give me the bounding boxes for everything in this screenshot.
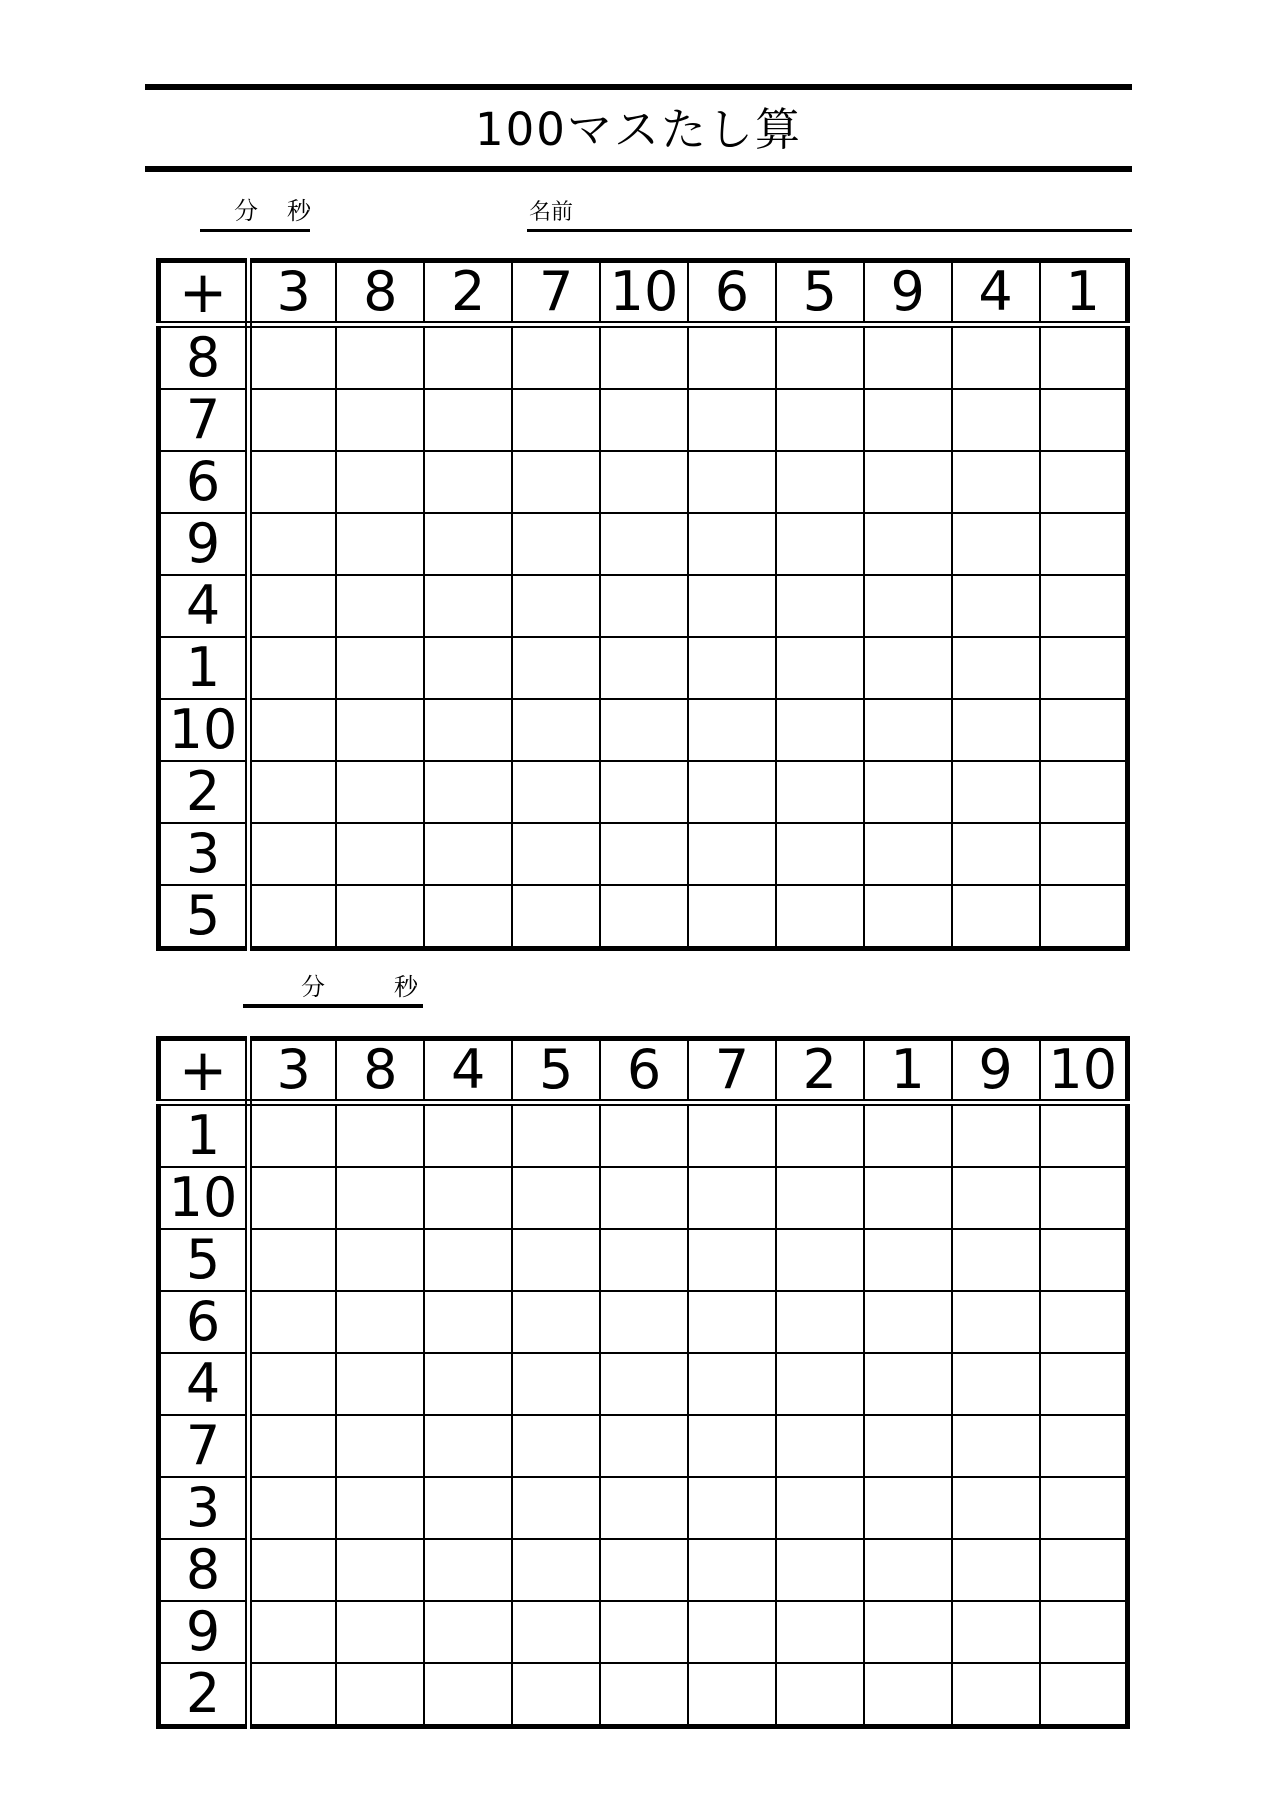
row-header-cell: 8 bbox=[159, 1539, 249, 1601]
answer-cell bbox=[600, 1167, 688, 1229]
answer-cell bbox=[424, 1167, 512, 1229]
answer-cell bbox=[864, 1103, 952, 1168]
answer-cell bbox=[952, 1103, 1040, 1168]
row-header-cell: 4 bbox=[159, 1353, 249, 1415]
answer-cell bbox=[1040, 1539, 1128, 1601]
answer-cell bbox=[952, 513, 1040, 575]
answer-cell bbox=[1040, 761, 1128, 823]
answer-cell bbox=[512, 1353, 600, 1415]
grid-row bbox=[159, 1539, 1128, 1601]
answer-cell bbox=[864, 637, 952, 699]
answer-cell bbox=[424, 1415, 512, 1477]
answer-cell bbox=[688, 1167, 776, 1229]
answer-cell bbox=[952, 1601, 1040, 1663]
answer-cell bbox=[864, 1477, 952, 1539]
answer-cell bbox=[864, 1663, 952, 1727]
row-header-cell: 10 bbox=[159, 699, 249, 761]
answer-cell bbox=[600, 451, 688, 513]
column-header-cell: 10 bbox=[600, 261, 688, 325]
column-header-cell: 5 bbox=[512, 1039, 600, 1103]
grid-row bbox=[159, 823, 1128, 885]
answer-cell bbox=[249, 885, 337, 949]
row-header-cell: 1 bbox=[159, 637, 249, 699]
answer-cell bbox=[864, 575, 952, 637]
grid-row bbox=[159, 1229, 1128, 1291]
answer-cell bbox=[512, 885, 600, 949]
answer-cell bbox=[249, 451, 337, 513]
answer-cell bbox=[600, 885, 688, 949]
answer-cell bbox=[1040, 637, 1128, 699]
seconds-label: 秒 bbox=[394, 973, 418, 1001]
operator-cell: + bbox=[159, 261, 249, 325]
answer-cell bbox=[336, 1229, 424, 1291]
answer-cell bbox=[1040, 325, 1128, 390]
answer-cell bbox=[952, 699, 1040, 761]
seconds-label: 秒 bbox=[287, 197, 311, 225]
column-header-cell: 1 bbox=[1040, 261, 1128, 325]
answer-cell bbox=[424, 699, 512, 761]
answer-cell bbox=[688, 699, 776, 761]
answer-cell bbox=[424, 575, 512, 637]
answer-cell bbox=[1040, 575, 1128, 637]
grid-row bbox=[159, 1353, 1128, 1415]
column-header-cell: 7 bbox=[688, 1039, 776, 1103]
grid-header-row bbox=[159, 261, 1128, 325]
answer-cell bbox=[776, 1477, 864, 1539]
answer-cell bbox=[249, 575, 337, 637]
answer-cell bbox=[600, 1353, 688, 1415]
answer-cell bbox=[776, 1539, 864, 1601]
answer-cell bbox=[424, 1291, 512, 1353]
answer-cell bbox=[600, 1291, 688, 1353]
answer-cell bbox=[952, 823, 1040, 885]
answer-cell bbox=[864, 1539, 952, 1601]
answer-cell bbox=[249, 1353, 337, 1415]
column-header-cell: 8 bbox=[336, 261, 424, 325]
answer-cell bbox=[600, 823, 688, 885]
answer-cell bbox=[864, 1167, 952, 1229]
title-bottom-rule bbox=[145, 166, 1132, 172]
answer-cell bbox=[776, 761, 864, 823]
answer-cell bbox=[864, 389, 952, 451]
column-header-cell: 10 bbox=[1040, 1039, 1128, 1103]
answer-cell bbox=[249, 637, 337, 699]
answer-cell bbox=[249, 1167, 337, 1229]
answer-cell bbox=[688, 823, 776, 885]
addition-grid-1-body bbox=[159, 261, 1128, 949]
answer-cell bbox=[249, 1663, 337, 1727]
grid-row bbox=[159, 451, 1128, 513]
answer-cell bbox=[952, 1167, 1040, 1229]
row-header-cell: 4 bbox=[159, 575, 249, 637]
answer-cell bbox=[1040, 451, 1128, 513]
answer-cell bbox=[336, 885, 424, 949]
answer-cell bbox=[512, 513, 600, 575]
answer-cell bbox=[249, 1477, 337, 1539]
answer-cell bbox=[336, 1415, 424, 1477]
answer-cell bbox=[776, 513, 864, 575]
answer-cell bbox=[776, 389, 864, 451]
answer-cell bbox=[952, 1663, 1040, 1727]
answer-cell bbox=[952, 575, 1040, 637]
answer-cell bbox=[512, 389, 600, 451]
row-header-cell: 3 bbox=[159, 1477, 249, 1539]
answer-cell bbox=[424, 325, 512, 390]
answer-cell bbox=[424, 1539, 512, 1601]
grid-row bbox=[159, 575, 1128, 637]
answer-cell bbox=[864, 823, 952, 885]
answer-cell bbox=[688, 325, 776, 390]
answer-cell bbox=[1040, 1103, 1128, 1168]
answer-cell bbox=[1040, 885, 1128, 949]
answer-cell bbox=[424, 1103, 512, 1168]
answer-cell bbox=[600, 699, 688, 761]
column-header-cell: 4 bbox=[424, 1039, 512, 1103]
answer-cell bbox=[688, 1229, 776, 1291]
answer-cell bbox=[952, 1539, 1040, 1601]
column-header-cell: 6 bbox=[688, 261, 776, 325]
column-header-cell: 9 bbox=[952, 1039, 1040, 1103]
answer-cell bbox=[776, 1663, 864, 1727]
operator-cell: + bbox=[159, 1039, 249, 1103]
answer-cell bbox=[424, 1353, 512, 1415]
answer-cell bbox=[776, 1229, 864, 1291]
answer-cell bbox=[424, 1663, 512, 1727]
answer-cell bbox=[600, 1539, 688, 1601]
answer-cell bbox=[249, 761, 337, 823]
answer-cell bbox=[424, 451, 512, 513]
row-header-cell: 2 bbox=[159, 1663, 249, 1727]
answer-cell bbox=[688, 1415, 776, 1477]
column-header-cell: 1 bbox=[864, 1039, 952, 1103]
answer-cell bbox=[336, 1601, 424, 1663]
answer-cell bbox=[336, 389, 424, 451]
addition-grid-2 bbox=[156, 1036, 1130, 1729]
answer-cell bbox=[249, 699, 337, 761]
answer-cell bbox=[336, 1291, 424, 1353]
column-header-cell: 2 bbox=[776, 1039, 864, 1103]
answer-cell bbox=[776, 1291, 864, 1353]
answer-cell bbox=[336, 1167, 424, 1229]
answer-cell bbox=[249, 1539, 337, 1601]
answer-cell bbox=[688, 761, 776, 823]
timer-underline bbox=[200, 229, 310, 232]
answer-cell bbox=[600, 575, 688, 637]
answer-cell bbox=[864, 1353, 952, 1415]
answer-cell bbox=[776, 637, 864, 699]
answer-cell bbox=[512, 325, 600, 390]
answer-cell bbox=[512, 1415, 600, 1477]
grid-row bbox=[159, 1601, 1128, 1663]
answer-cell bbox=[1040, 1415, 1128, 1477]
answer-cell bbox=[864, 1229, 952, 1291]
answer-cell bbox=[424, 513, 512, 575]
answer-cell bbox=[512, 699, 600, 761]
row-header-cell: 6 bbox=[159, 451, 249, 513]
answer-cell bbox=[864, 1415, 952, 1477]
answer-cell bbox=[600, 1103, 688, 1168]
addition-grid-1 bbox=[156, 258, 1130, 951]
answer-cell bbox=[249, 1291, 337, 1353]
timer-underline bbox=[243, 1004, 423, 1008]
answer-cell bbox=[776, 451, 864, 513]
answer-cell bbox=[336, 1539, 424, 1601]
answer-cell bbox=[336, 637, 424, 699]
minutes-label: 分 bbox=[234, 197, 258, 225]
grid-row bbox=[159, 1103, 1128, 1168]
answer-cell bbox=[776, 1167, 864, 1229]
answer-cell bbox=[864, 1601, 952, 1663]
answer-cell bbox=[336, 1477, 424, 1539]
answer-cell bbox=[952, 637, 1040, 699]
answer-cell bbox=[249, 1415, 337, 1477]
grid-row bbox=[159, 1167, 1128, 1229]
row-header-cell: 5 bbox=[159, 1229, 249, 1291]
answer-cell bbox=[336, 1663, 424, 1727]
answer-cell bbox=[688, 1539, 776, 1601]
answer-cell bbox=[776, 575, 864, 637]
grid-row bbox=[159, 699, 1128, 761]
answer-cell bbox=[424, 1477, 512, 1539]
column-header-cell: 3 bbox=[249, 261, 337, 325]
answer-cell bbox=[512, 761, 600, 823]
answer-cell bbox=[336, 451, 424, 513]
answer-cell bbox=[249, 823, 337, 885]
answer-cell bbox=[688, 1291, 776, 1353]
name-label: 名前 bbox=[529, 200, 574, 225]
answer-cell bbox=[512, 1539, 600, 1601]
answer-cell bbox=[600, 1477, 688, 1539]
answer-cell bbox=[864, 513, 952, 575]
answer-cell bbox=[776, 885, 864, 949]
row-header-cell: 1 bbox=[159, 1103, 249, 1168]
answer-cell bbox=[688, 575, 776, 637]
grid-row bbox=[159, 637, 1128, 699]
answer-cell bbox=[424, 1601, 512, 1663]
answer-cell bbox=[512, 1103, 600, 1168]
answer-cell bbox=[336, 1353, 424, 1415]
answer-cell bbox=[688, 1601, 776, 1663]
minutes-label: 分 bbox=[301, 973, 325, 1001]
answer-cell bbox=[249, 513, 337, 575]
grid-row bbox=[159, 513, 1128, 575]
answer-cell bbox=[688, 1353, 776, 1415]
answer-cell bbox=[512, 637, 600, 699]
answer-cell bbox=[600, 1415, 688, 1477]
answer-cell bbox=[1040, 1229, 1128, 1291]
row-header-cell: 9 bbox=[159, 513, 249, 575]
answer-cell bbox=[336, 325, 424, 390]
row-header-cell: 3 bbox=[159, 823, 249, 885]
answer-cell bbox=[512, 575, 600, 637]
row-header-cell: 7 bbox=[159, 389, 249, 451]
answer-cell bbox=[688, 637, 776, 699]
answer-cell bbox=[249, 325, 337, 390]
answer-cell bbox=[776, 1353, 864, 1415]
answer-cell bbox=[424, 885, 512, 949]
grid-row bbox=[159, 1663, 1128, 1727]
answer-cell bbox=[688, 1477, 776, 1539]
column-header-cell: 8 bbox=[336, 1039, 424, 1103]
answer-cell bbox=[688, 1103, 776, 1168]
answer-cell bbox=[336, 1103, 424, 1168]
answer-cell bbox=[688, 389, 776, 451]
answer-cell bbox=[952, 1477, 1040, 1539]
answer-cell bbox=[512, 1291, 600, 1353]
answer-cell bbox=[1040, 1601, 1128, 1663]
answer-cell bbox=[864, 699, 952, 761]
answer-cell bbox=[600, 1663, 688, 1727]
answer-cell bbox=[688, 513, 776, 575]
answer-cell bbox=[1040, 1663, 1128, 1727]
answer-cell bbox=[249, 1103, 337, 1168]
grid-row bbox=[159, 1291, 1128, 1353]
answer-cell bbox=[249, 1229, 337, 1291]
answer-cell bbox=[336, 575, 424, 637]
answer-cell bbox=[864, 1291, 952, 1353]
column-header-cell: 9 bbox=[864, 261, 952, 325]
answer-cell bbox=[600, 325, 688, 390]
addition-grid-2-body bbox=[159, 1039, 1128, 1727]
answer-cell bbox=[336, 761, 424, 823]
answer-cell bbox=[776, 1601, 864, 1663]
answer-cell bbox=[424, 1229, 512, 1291]
answer-cell bbox=[864, 325, 952, 390]
grid-row bbox=[159, 325, 1128, 390]
answer-cell bbox=[776, 1415, 864, 1477]
top-rule bbox=[145, 84, 1132, 90]
answer-cell bbox=[776, 1103, 864, 1168]
answer-cell bbox=[952, 1353, 1040, 1415]
row-header-cell: 2 bbox=[159, 761, 249, 823]
answer-cell bbox=[688, 1663, 776, 1727]
row-header-cell: 6 bbox=[159, 1291, 249, 1353]
column-header-cell: 3 bbox=[249, 1039, 337, 1103]
column-header-cell: 4 bbox=[952, 261, 1040, 325]
answer-cell bbox=[864, 885, 952, 949]
grid-row bbox=[159, 761, 1128, 823]
row-header-cell: 10 bbox=[159, 1167, 249, 1229]
answer-cell bbox=[424, 637, 512, 699]
page-title: 100マスたし算 bbox=[475, 103, 802, 156]
answer-cell bbox=[952, 1291, 1040, 1353]
answer-cell bbox=[952, 761, 1040, 823]
answer-cell bbox=[249, 1601, 337, 1663]
answer-cell bbox=[952, 451, 1040, 513]
answer-cell bbox=[512, 1229, 600, 1291]
column-header-cell: 6 bbox=[600, 1039, 688, 1103]
answer-cell bbox=[512, 1601, 600, 1663]
answer-cell bbox=[1040, 823, 1128, 885]
grid-header-row bbox=[159, 1039, 1128, 1103]
grid-row bbox=[159, 885, 1128, 949]
grid-row bbox=[159, 1415, 1128, 1477]
answer-cell bbox=[600, 513, 688, 575]
column-header-cell: 2 bbox=[424, 261, 512, 325]
answer-cell bbox=[336, 823, 424, 885]
answer-cell bbox=[424, 761, 512, 823]
answer-cell bbox=[1040, 389, 1128, 451]
answer-cell bbox=[688, 451, 776, 513]
grid-row bbox=[159, 1477, 1128, 1539]
answer-cell bbox=[1040, 1353, 1128, 1415]
answer-cell bbox=[864, 451, 952, 513]
answer-cell bbox=[1040, 513, 1128, 575]
answer-cell bbox=[512, 451, 600, 513]
grid-row bbox=[159, 389, 1128, 451]
answer-cell bbox=[1040, 699, 1128, 761]
answer-cell bbox=[512, 1663, 600, 1727]
answer-cell bbox=[688, 885, 776, 949]
answer-cell bbox=[952, 1229, 1040, 1291]
answer-cell bbox=[512, 823, 600, 885]
row-header-cell: 9 bbox=[159, 1601, 249, 1663]
row-header-cell: 7 bbox=[159, 1415, 249, 1477]
row-header-cell: 8 bbox=[159, 325, 249, 390]
answer-cell bbox=[600, 389, 688, 451]
answer-cell bbox=[424, 389, 512, 451]
column-header-cell: 7 bbox=[512, 261, 600, 325]
answer-cell bbox=[952, 325, 1040, 390]
answer-cell bbox=[249, 389, 337, 451]
answer-cell bbox=[864, 761, 952, 823]
answer-cell bbox=[1040, 1477, 1128, 1539]
answer-cell bbox=[600, 637, 688, 699]
answer-cell bbox=[336, 699, 424, 761]
answer-cell bbox=[1040, 1167, 1128, 1229]
answer-cell bbox=[600, 1601, 688, 1663]
column-header-cell: 5 bbox=[776, 261, 864, 325]
answer-cell bbox=[776, 823, 864, 885]
answer-cell bbox=[512, 1477, 600, 1539]
answer-cell bbox=[776, 325, 864, 390]
answer-cell bbox=[600, 1229, 688, 1291]
row-header-cell: 5 bbox=[159, 885, 249, 949]
answer-cell bbox=[776, 699, 864, 761]
answer-cell bbox=[952, 389, 1040, 451]
answer-cell bbox=[336, 513, 424, 575]
answer-cell bbox=[600, 761, 688, 823]
answer-cell bbox=[1040, 1291, 1128, 1353]
answer-cell bbox=[952, 885, 1040, 949]
answer-cell bbox=[424, 823, 512, 885]
name-underline bbox=[527, 229, 1132, 232]
answer-cell bbox=[512, 1167, 600, 1229]
answer-cell bbox=[952, 1415, 1040, 1477]
